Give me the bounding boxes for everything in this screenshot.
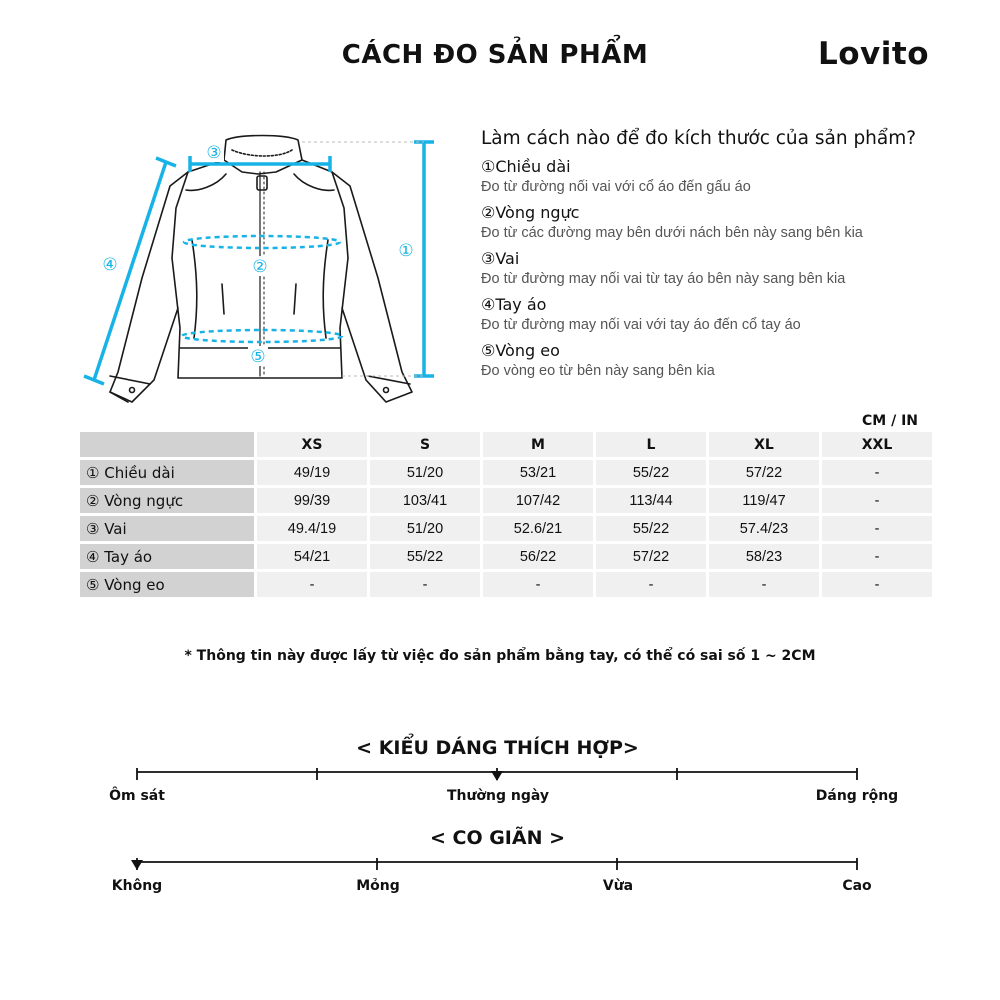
- measure-title: ②Vòng ngực: [481, 203, 580, 222]
- how-to-measure: [481, 128, 981, 387]
- table-row: [80, 460, 932, 485]
- jacket-collar: [224, 136, 302, 175]
- marker-5: ⑤: [250, 347, 266, 367]
- table-cell: 99/39: [257, 488, 367, 513]
- fit-label-regular: Thường ngày: [446, 788, 550, 804]
- table-cell: 54/21: [257, 544, 367, 569]
- row-label: ③ Vai: [80, 516, 254, 541]
- table-cell: -: [257, 572, 367, 597]
- size-header: XXL: [822, 432, 932, 457]
- table-cell: -: [483, 572, 593, 597]
- table-cell: 51/20: [370, 516, 480, 541]
- size-header: XL: [709, 432, 819, 457]
- unit-label: CM / IN: [862, 413, 918, 429]
- table-cell: 55/22: [596, 516, 706, 541]
- size-header: S: [370, 432, 480, 457]
- table-cell: 113/44: [596, 488, 706, 513]
- stretch-selected-marker: [131, 860, 143, 870]
- measure-item-sleeve: [481, 295, 981, 335]
- table-cell: -: [370, 572, 480, 597]
- table-header-row: [80, 432, 932, 457]
- table-cell: -: [822, 460, 932, 485]
- table-row: [80, 488, 932, 513]
- measure-item-waist: [481, 341, 981, 381]
- fit-scale-title: < KIỂU DÁNG THÍCH HỢP>: [356, 737, 639, 759]
- stretch-label-medium: Vừa: [602, 878, 634, 894]
- row-label: ② Vòng ngực: [80, 488, 254, 513]
- table-cell: 103/41: [370, 488, 480, 513]
- row-label: ① Chiều dài: [80, 460, 254, 485]
- table-cell: 55/22: [370, 544, 480, 569]
- stretch-label-none: Không: [111, 878, 163, 894]
- measure-title: ④Tay áo: [481, 295, 547, 314]
- table-cell: 57.4/23: [709, 516, 819, 541]
- size-header: XS: [257, 432, 367, 457]
- jacket-diagram: [80, 128, 460, 412]
- table-cell: 119/47: [709, 488, 819, 513]
- table-cell: 49.4/19: [257, 516, 367, 541]
- table-row: [80, 516, 932, 541]
- page-title: CÁCH ĐO SẢN PHẨM: [341, 40, 649, 70]
- stretch-label-thin: Mỏng: [356, 878, 400, 894]
- measure-title: ⑤Vòng eo: [481, 341, 560, 360]
- table-cell: 53/21: [483, 460, 593, 485]
- table-row: [80, 544, 932, 569]
- measurement-note: * Thông tin này được lấy từ việc đo sản phẩm bằng tay, có thể có sai số 1 ~ 2CM: [184, 648, 816, 664]
- size-header: M: [483, 432, 593, 457]
- marker-3: ③: [206, 143, 222, 163]
- marker-1: ①: [398, 241, 414, 261]
- table-cell: -: [596, 572, 706, 597]
- table-row: [80, 572, 932, 597]
- table-cell: 57/22: [709, 460, 819, 485]
- table-cell: 58/23: [709, 544, 819, 569]
- row-label: ④ Tay áo: [80, 544, 254, 569]
- waist-measure-ellipse: [182, 330, 342, 342]
- table-cell: 57/22: [596, 544, 706, 569]
- table-cell: -: [822, 488, 932, 513]
- marker-2: ②: [252, 257, 268, 277]
- table-cell: 51/20: [370, 460, 480, 485]
- table-cell: 52.6/21: [483, 516, 593, 541]
- brand-logo: Lovito: [818, 36, 930, 72]
- marker-4: ④: [102, 255, 118, 275]
- table-cell: 56/22: [483, 544, 593, 569]
- stretch-scale-title: < CO GIÃN >: [429, 827, 566, 849]
- table-cell: 49/19: [257, 460, 367, 485]
- table-cell: -: [822, 516, 932, 541]
- measure-desc: Đo từ đường may nối vai từ tay áo bên này sang bên kia: [481, 271, 846, 287]
- table-cell: -: [709, 572, 819, 597]
- measure-item-shoulder: [481, 249, 981, 289]
- fit-label-tight: Ôm sát: [109, 788, 165, 804]
- table-cell: -: [822, 572, 932, 597]
- measure-desc: Đo từ các đường may bên dưới nách bên này sang bên kia: [481, 225, 863, 241]
- fit-scale-bar: [0, 760, 1000, 790]
- stretch-label-high: Cao: [842, 878, 872, 894]
- measure-desc: Đo vòng eo từ bên này sang bên kia: [481, 363, 715, 379]
- table-corner: [80, 432, 254, 457]
- fit-label-loose: Dáng rộng: [815, 788, 899, 804]
- row-label: ⑤ Vòng eo: [80, 572, 254, 597]
- measure-desc: Đo từ đường nối vai với cổ áo đến gấu áo: [481, 179, 751, 195]
- measure-item-chest: [481, 203, 981, 243]
- stretch-scale-bar: [0, 850, 1000, 880]
- measure-desc: Đo từ đường may nối vai với tay áo đến cổ tay áo: [481, 317, 801, 333]
- size-header: L: [596, 432, 706, 457]
- chest-measure-ellipse: [184, 236, 340, 248]
- table-cell: 55/22: [596, 460, 706, 485]
- measure-item-length: [481, 157, 981, 197]
- table-cell: -: [822, 544, 932, 569]
- measure-title: ①Chiều dài: [481, 157, 571, 176]
- measure-title: ③Vai: [481, 249, 520, 268]
- table-cell: 107/42: [483, 488, 593, 513]
- fit-selected-marker: [491, 771, 503, 781]
- size-chart-table: [80, 432, 920, 600]
- how-to-question: Làm cách nào để đo kích thước của sản phẩm?: [481, 128, 917, 149]
